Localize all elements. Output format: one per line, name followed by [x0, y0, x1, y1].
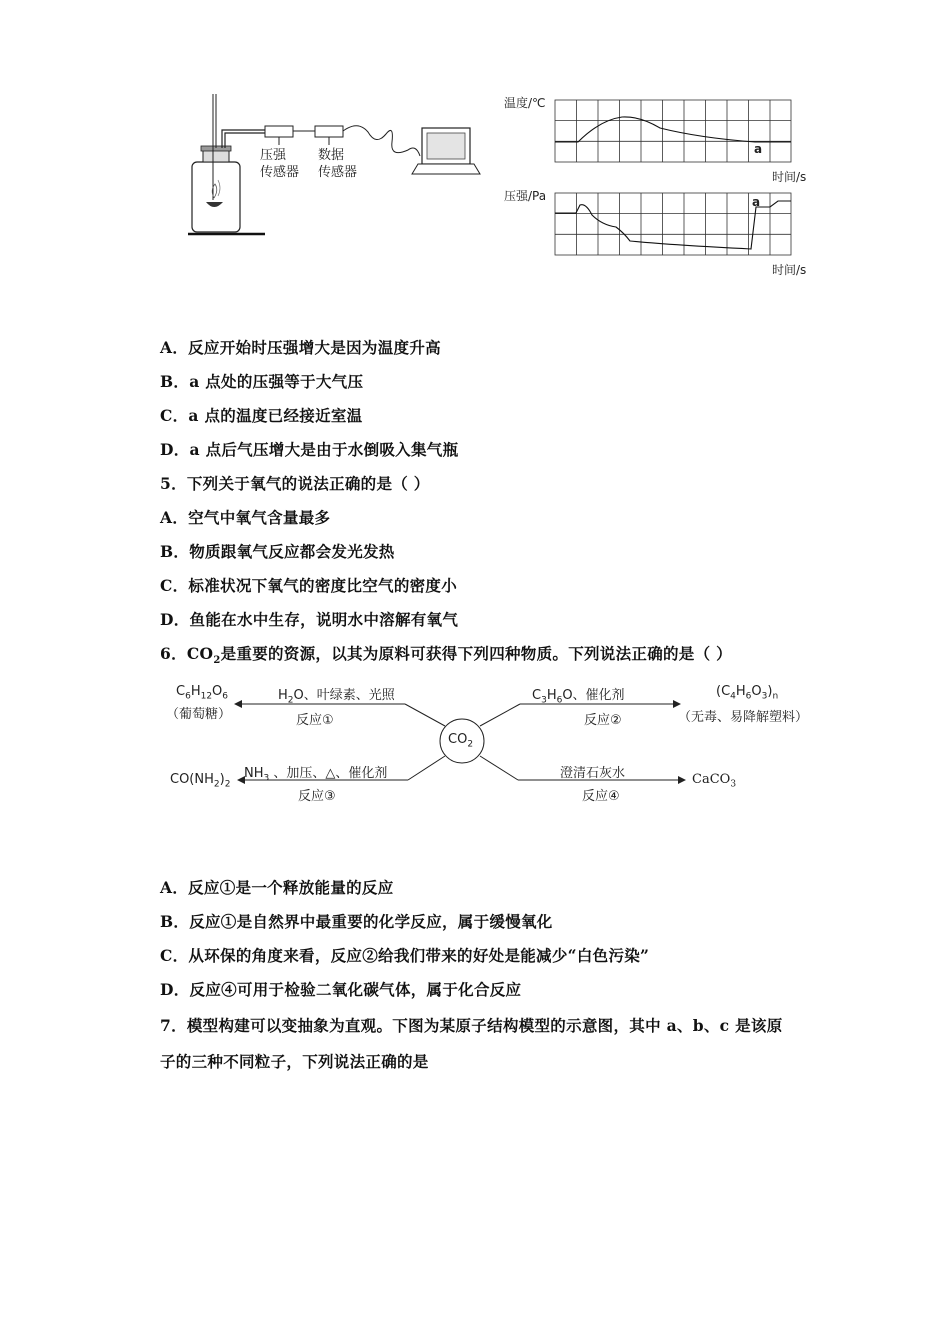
r2-conditions: $C_3H_6O$、催化剂 — [532, 688, 625, 706]
r3-conditions: $NH_3$ 、加压、△、催化剂 — [244, 766, 388, 784]
r1-name: 反应① — [296, 713, 334, 728]
plastic-formula: $(C_4H_6O_3)_n$ — [716, 684, 779, 702]
r4-conditions: 澄清石灰水 — [560, 766, 626, 781]
data-sensor-label-1: 数据 — [318, 148, 345, 163]
pressure-point-a: a — [752, 195, 761, 209]
r4-name: 反应④ — [582, 789, 620, 804]
glucose-name: （葡萄糖） — [166, 707, 232, 722]
q6-option-c: C．从环保的角度来看，反应②给我们带来的好处是能减少“白色污染” — [160, 946, 650, 965]
glucose-formula: $C_6H_{12}O_6$ — [176, 684, 229, 702]
q6-stem: 6．$CO_2$是重要的资源，以其为原料可获得下列四种物质。下列说法正确的是（ ） — [160, 644, 732, 667]
plastic-name: （无毒、易降解塑料） — [678, 710, 809, 725]
pressure-y-label: 压强/Pa — [504, 189, 547, 203]
pressure-sensor-label-1: 压强 — [260, 148, 287, 163]
temp-point-a: a — [754, 142, 763, 156]
q5-option-b: B．物质跟氧气反应都会发光发热 — [160, 542, 395, 561]
q7-stem-line1: 7．模型构建可以变抽象为直观。下图为某原子结构模型的示意图，其中 a、b、c 是该原 — [160, 1016, 783, 1035]
r2-name: 反应② — [584, 713, 622, 728]
r1-conditions: $H_2O$、叶绿素、光照 — [278, 688, 395, 706]
co2-reaction-diagram — [160, 680, 830, 810]
q5-option-a: A．空气中氧气含量最多 — [160, 508, 331, 527]
temp-y-label: 温度/℃ — [504, 96, 546, 110]
q4-option-a: A．反应开始时压强增大是因为温度升高 — [160, 338, 441, 357]
q5-stem: 5．下列关于氧气的说法正确的是（ ） — [160, 474, 430, 493]
q5-option-c: C．标准状况下氧气的密度比空气的密度小 — [160, 576, 458, 595]
r3-name: 反应③ — [298, 789, 336, 804]
pressure-x-label: 时间/s — [772, 263, 807, 277]
q6-option-a: A．反应①是一个释放能量的反应 — [160, 878, 394, 897]
q6-option-d: D．反应④可用于检验二氧化碳气体，属于化合反应 — [160, 980, 522, 999]
q4-option-d: D．a 点后气压增大是由于水倒吸入集气瓶 — [160, 440, 459, 459]
pressure-graph — [500, 185, 820, 280]
co2-center: $CO_2$ — [448, 732, 474, 750]
temperature-graph — [500, 92, 820, 187]
data-sensor-label-2: 传感器 — [318, 165, 358, 180]
temp-x-label: 时间/s — [772, 170, 807, 184]
pressure-sensor-label-2: 传感器 — [260, 165, 300, 180]
urea-formula: $CO(NH_2)_2$ — [170, 772, 231, 790]
q6-option-b: B．反应①是自然界中最重要的化学反应，属于缓慢氧化 — [160, 912, 553, 931]
q5-option-d: D．鱼能在水中生存，说明水中溶解有氧气 — [160, 610, 459, 629]
q7-stem-line2: 子的三种不同粒子，下列说法正确的是 — [160, 1052, 429, 1071]
apparatus-figure — [180, 90, 490, 250]
q4-option-b: B．a 点处的压强等于大气压 — [160, 372, 364, 391]
q4-option-c: C．a 点的温度已经接近室温 — [160, 406, 363, 425]
caco3-formula: CaCO$_3$ — [692, 772, 737, 790]
